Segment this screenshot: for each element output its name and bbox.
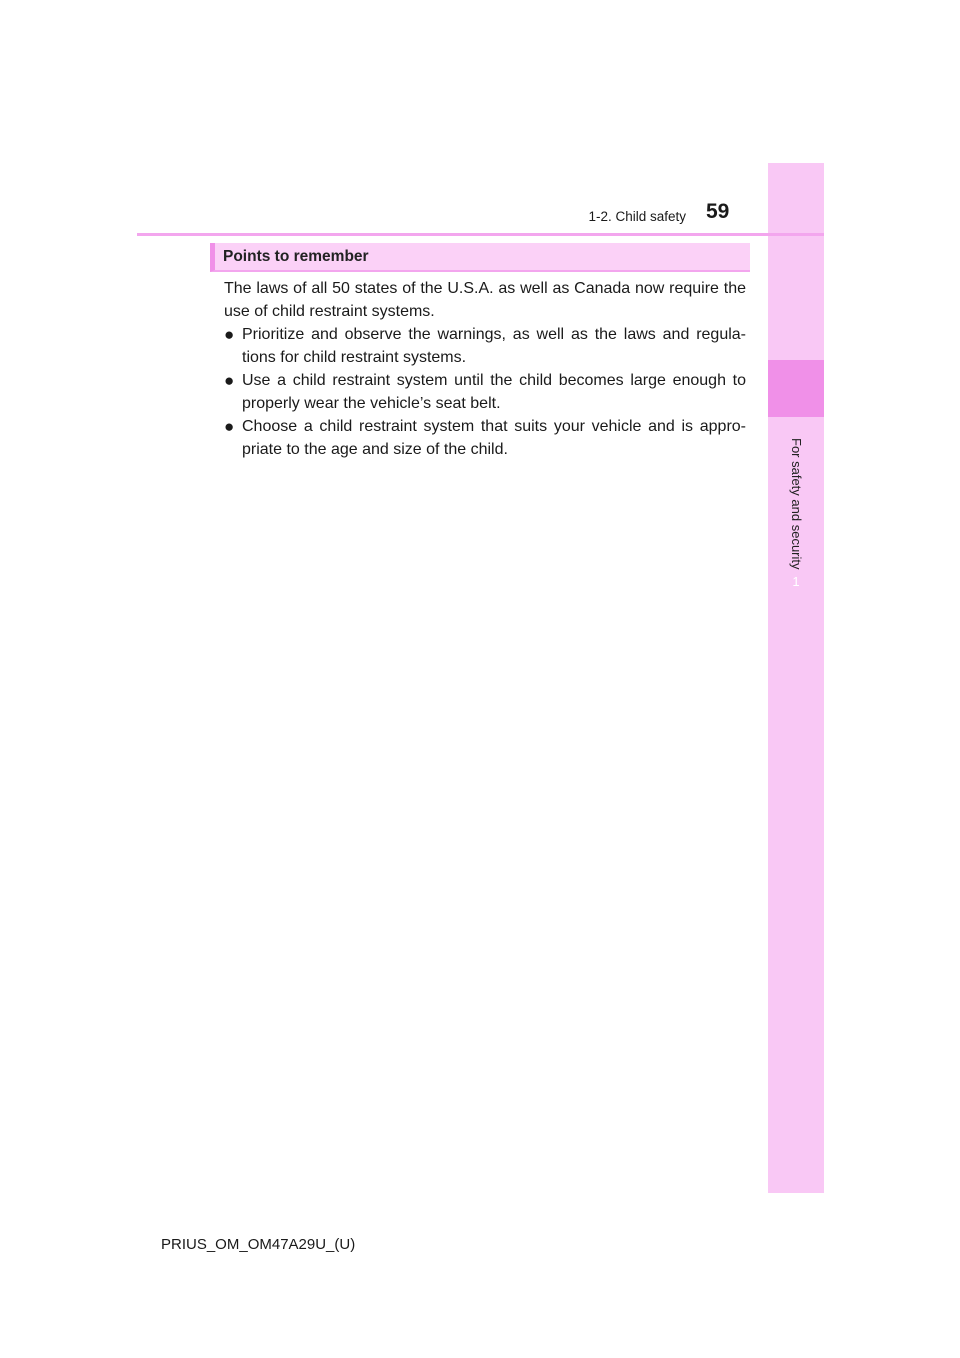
chapter-number: 1 xyxy=(792,574,800,589)
intro-paragraph: The laws of all 50 states of the U.S.A. as well as Canada now require the use of child restraint systems. xyxy=(224,280,746,320)
section-title: Points to remember xyxy=(223,248,369,265)
chapter-side-tab xyxy=(768,163,824,1193)
bullet-text: Use a child restraint system until the child becomes large enough to properly wear the vehicle’s seat belt. xyxy=(242,372,746,412)
list-item xyxy=(224,370,746,415)
list-item xyxy=(224,416,746,461)
bullet-icon: ● xyxy=(224,325,235,344)
bullet-icon: ● xyxy=(224,371,235,390)
bullet-list xyxy=(224,324,746,462)
page-number: 59 xyxy=(706,200,730,223)
header-section-title: 1-2. Child safety xyxy=(588,209,686,224)
chapter-label: For safety and security xyxy=(789,438,804,570)
section-heading-box xyxy=(210,243,750,272)
list-item xyxy=(224,324,746,369)
bullet-icon: ● xyxy=(224,417,235,436)
header-rule xyxy=(137,233,824,236)
bullet-text: Prioritize and observe the warnings, as well as the laws and regula-tions for child restraint systems. xyxy=(242,326,746,366)
footer-doc-id: PRIUS_OM_OM47A29U_(U) xyxy=(161,1236,356,1253)
bullet-text: Choose a child restraint system that suits your vehicle and is appro-priate to the age and size of the child. xyxy=(242,418,746,458)
